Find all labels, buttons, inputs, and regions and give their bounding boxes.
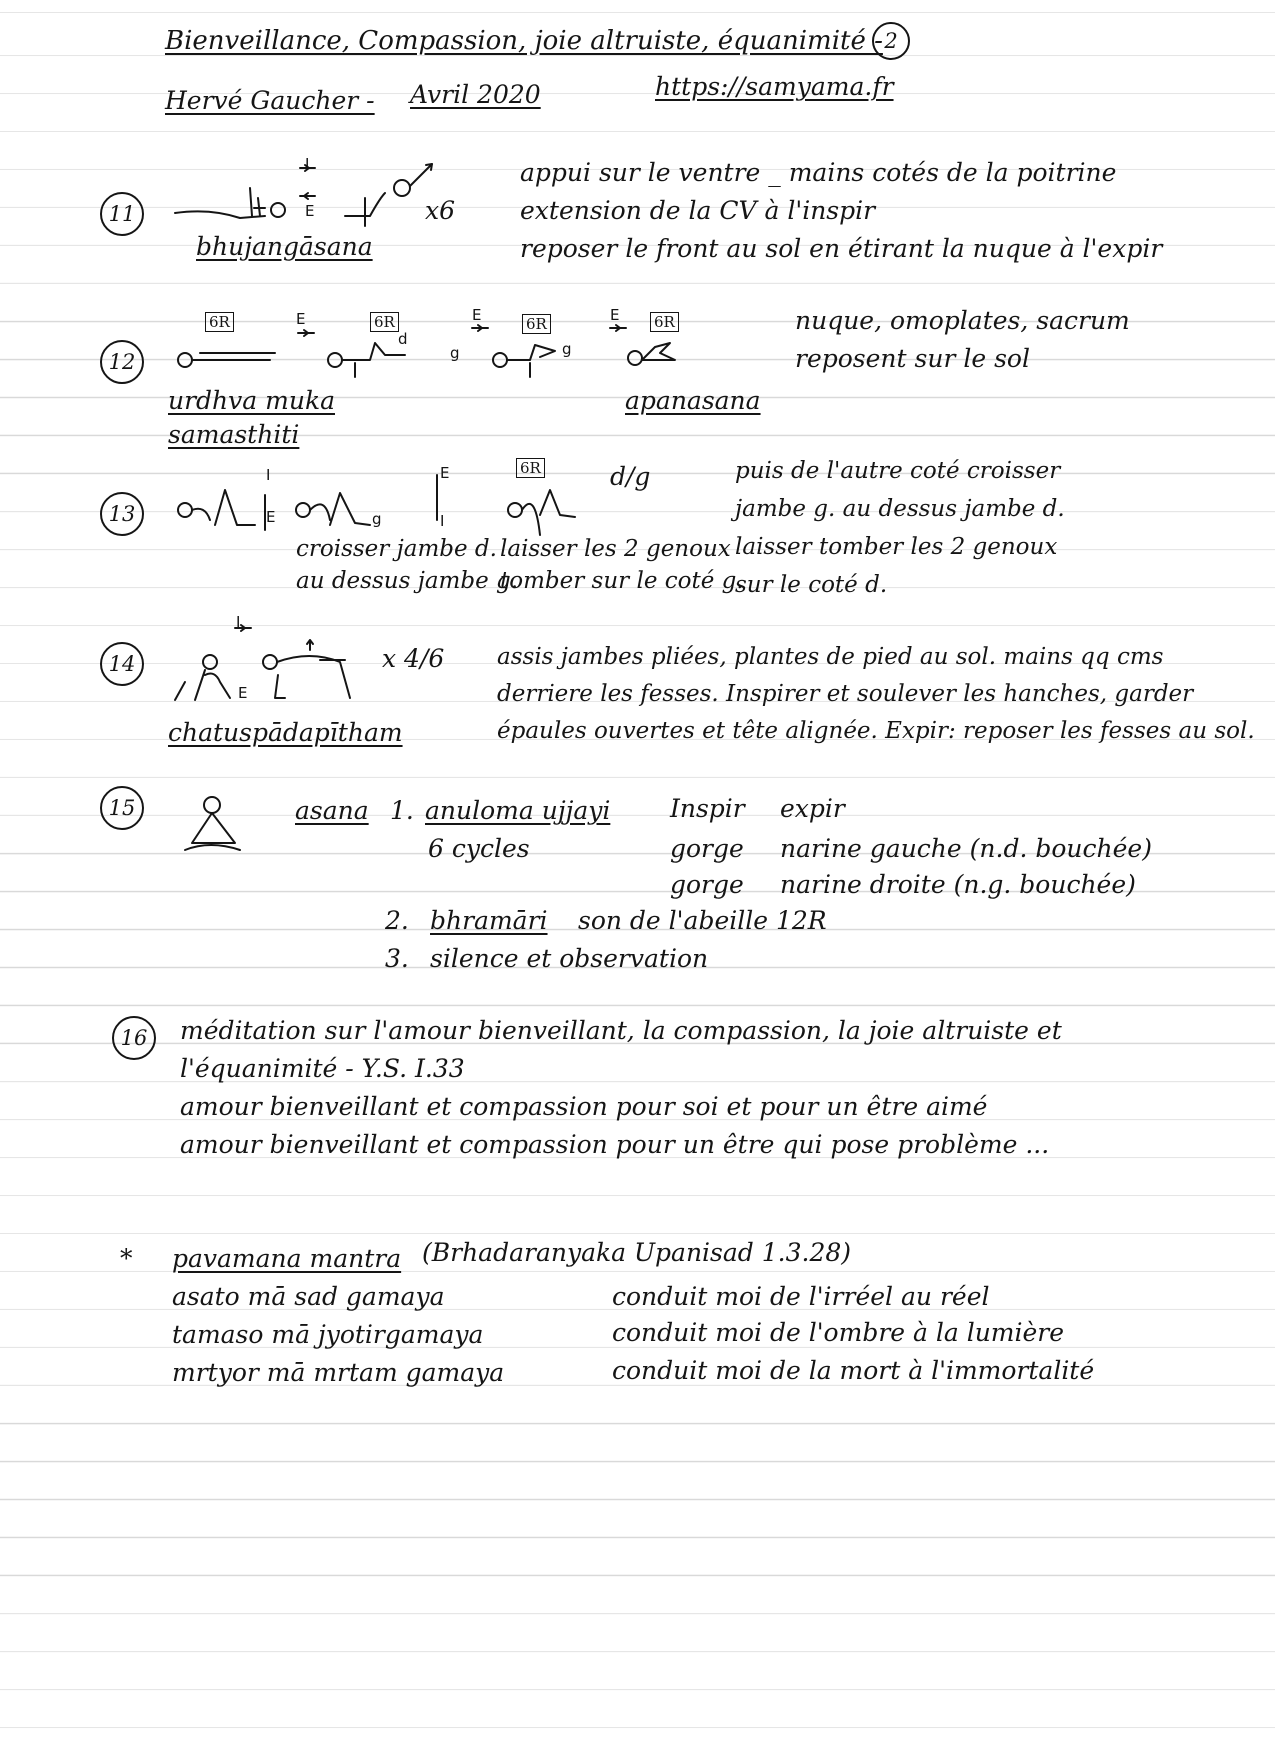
website-url[interactable]: https://samyama.fr (655, 72, 894, 101)
instruction-line: assis jambes pliées, plantes de pied au sol. mains qq cms (497, 644, 1164, 670)
instruction-line: sur le coté d. (735, 572, 888, 598)
step-number-13: 13 (100, 492, 144, 536)
step-number-12: 12 (100, 340, 144, 384)
instruction-line: nuque, omoplates, sacrum (795, 306, 1130, 335)
mantra-source: (Brhadaranyaka Upanisad 1.3.28) (422, 1238, 852, 1267)
label-expir: E (296, 310, 306, 328)
author: Hervé Gaucher - (165, 86, 375, 115)
list-number: 1. (390, 796, 414, 825)
list-number: 3. (385, 944, 409, 973)
letter-d: d (398, 330, 408, 348)
instruction-line: reposent sur le sol (795, 344, 1030, 373)
repeat-count: x6 (425, 196, 456, 225)
breath-cell: gorge (670, 834, 744, 863)
mantra-translation: conduit moi de la mort à l'immortalité (612, 1356, 1095, 1385)
badge-6r: 6R (516, 458, 545, 478)
meditation-line: amour bienveillant et compassion pour soi et pour un être aimé (180, 1092, 988, 1121)
pose-name: samasthiti (168, 420, 300, 449)
side-indicator: d/g (610, 462, 651, 491)
meditation-line: l'équanimité - Y.S. I.33 (180, 1054, 465, 1083)
footnote-star: * (120, 1244, 133, 1273)
document-title: Bienveillance, Compassion, joie altruiste, équanimité - (165, 26, 883, 56)
instruction-line: extension de la CV à l'inspir (520, 196, 876, 225)
label-expir: E (266, 508, 276, 526)
instruction-line: laisser tomber les 2 genoux (735, 534, 1058, 560)
step-number-14: 14 (100, 642, 144, 686)
badge-6r: 6R (650, 312, 679, 332)
pose-name: bhujangāsana (196, 232, 373, 261)
badge-6r: 6R (522, 314, 551, 334)
mantra-translation: conduit moi de l'ombre à la lumière (612, 1318, 1065, 1347)
meditation-line: méditation sur l'amour bienveillant, la compassion, la joie altruiste et (180, 1016, 1062, 1045)
label-expir: E (440, 464, 450, 482)
letter-g: g (450, 344, 460, 362)
letter-g: g (562, 340, 572, 358)
breath-cell: gorge (670, 870, 744, 899)
mantra-sanskrit: tamaso mā jyotirgamaya (172, 1320, 484, 1349)
column-header-expir: expir (780, 794, 845, 823)
step-number-15: 15 (100, 786, 144, 830)
mantra-sanskrit: mrtyor mā mrtam gamaya (172, 1358, 505, 1387)
pose-name: apanasana (625, 386, 761, 415)
pose-name: chatuspādapītham (168, 718, 403, 747)
badge-6r: 6R (370, 312, 399, 332)
list-number: 2. (385, 906, 409, 935)
meditation-line: amour bienveillant et compassion pour un être qui pose problème ... (180, 1130, 1050, 1159)
page-marker: 2 (872, 22, 910, 60)
figure-caption: tomber sur le coté g. (500, 568, 744, 594)
badge-6r: 6R (205, 312, 234, 332)
instruction-line: appui sur le ventre _ mains cotés de la poitrine (520, 158, 1117, 187)
mantra-title: pavamana mantra (172, 1244, 402, 1273)
instruction-line: puis de l'autre coté croisser (735, 458, 1061, 484)
chatuspadapitham-figure (160, 620, 380, 710)
label-inspir: I (440, 512, 445, 530)
label-expir: E (305, 202, 315, 220)
pranayama-name: bhramāri (430, 906, 548, 935)
pose-name: urdhva muka (168, 386, 335, 415)
date: Avril 2020 (410, 80, 541, 109)
figure-caption: au dessus jambe g. (296, 568, 519, 594)
breath-cell: narine gauche (n.d. bouchée) (780, 834, 1152, 863)
label-inspir: I (236, 613, 241, 631)
repeat-count: x 4/6 (382, 644, 445, 673)
instruction-line: derriere les fesses. Inspirer et soulever les hanches, garder (497, 681, 1194, 707)
label-expir: E (610, 306, 620, 324)
seated-meditation-figure (180, 795, 250, 855)
letter-g: g (372, 510, 382, 528)
asana-label: asana (295, 796, 369, 825)
breath-cell: narine droite (n.g. bouchée) (780, 870, 1136, 899)
instruction-line: jambe g. au dessus jambe d. (735, 496, 1065, 522)
pranayama-name: anuloma ujjayi (425, 796, 611, 825)
step-number-16: 16 (112, 1016, 156, 1060)
label-inspir: I (305, 155, 310, 173)
column-header-inspir: Inspir (670, 794, 745, 823)
cycle-count: 6 cycles (428, 834, 530, 863)
pranayama-name: silence et observation (430, 944, 709, 973)
label-expir: E (472, 306, 482, 324)
instruction-line: reposer le front au sol en étirant la nuque à l'expir (520, 234, 1163, 263)
step-number-11: 11 (100, 192, 144, 236)
figure-caption: croisser jambe d. (296, 536, 497, 562)
figure-caption: laisser les 2 genoux (500, 536, 731, 562)
label-expir: E (238, 684, 248, 702)
instruction-line: épaules ouvertes et tête alignée. Expir: reposer les fesses au sol. (497, 718, 1255, 744)
pranayama-detail: son de l'abeille 12R (578, 906, 827, 935)
mantra-translation: conduit moi de l'irréel au réel (612, 1282, 990, 1311)
label-inspir: I (266, 466, 271, 484)
mantra-sanskrit: asato mā sad gamaya (172, 1282, 445, 1311)
